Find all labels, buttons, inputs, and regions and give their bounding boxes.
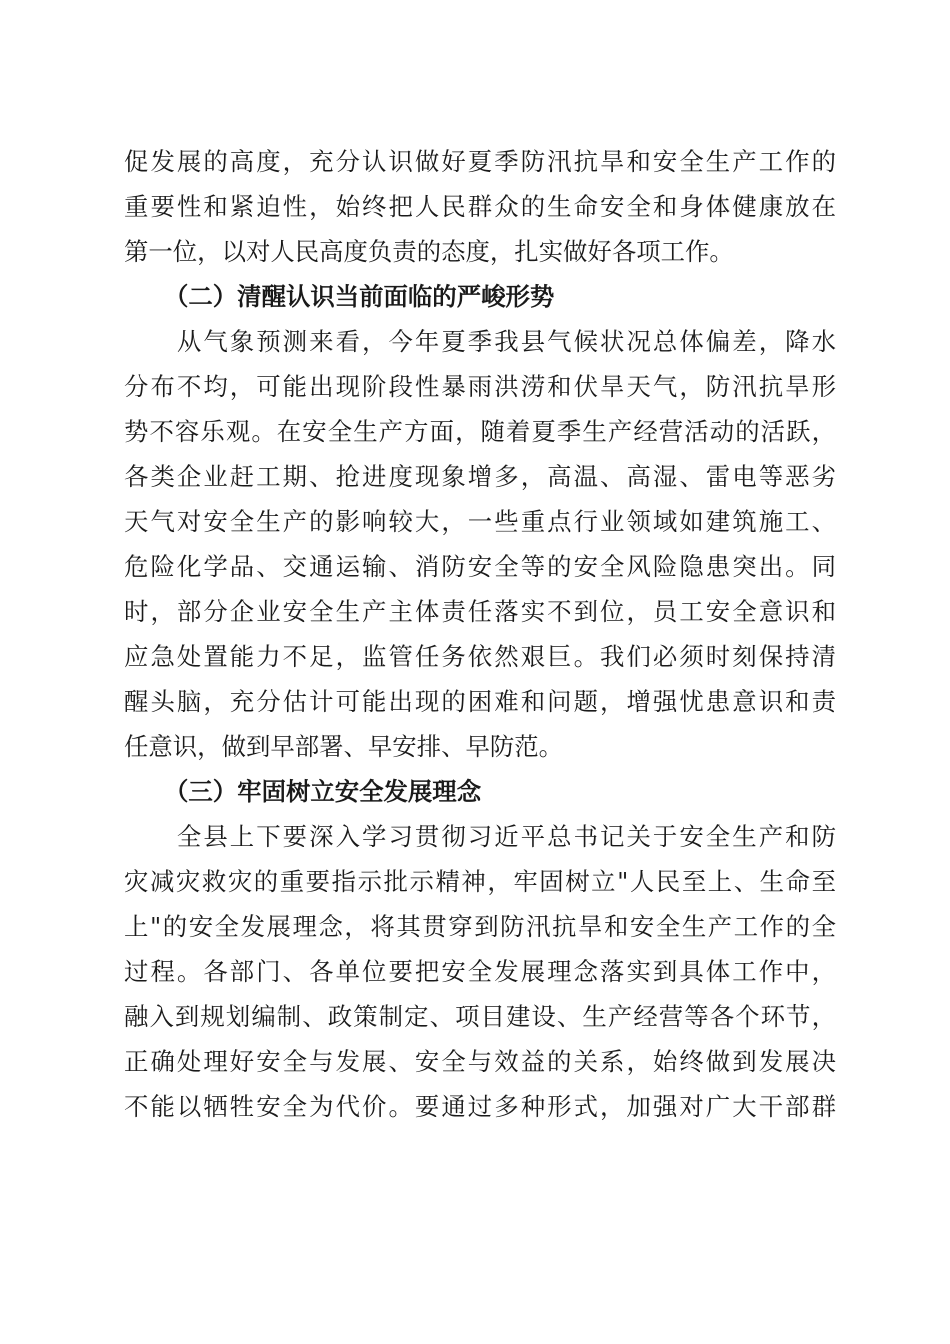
body-text-line: 促发展的高度，充分认识做好夏季防汛抗旱和安全生产工作的	[124, 147, 836, 176]
body-text-line: 任意识，做到早部署、早安排、早防范。	[124, 732, 564, 761]
body-text-line: 分布不均，可能出现阶段性暴雨洪涝和伏旱天气，防汛抗旱形	[124, 372, 836, 401]
body-text-line: 势不容乐观。在安全生产方面，随着夏季生产经营活动的活跃，	[124, 417, 836, 446]
body-text-line: 第一位，以对人民高度负责的态度，扎实做好各项工作。	[124, 237, 734, 266]
body-text-line: 过程。各部门、各单位要把安全发展理念落实到具体工作中，	[124, 957, 836, 986]
body-text-line: 应急处置能力不足，监管任务依然艰巨。我们必须时刻保持清	[124, 642, 836, 671]
body-text-line: 全县上下要深入学习贯彻习近平总书记关于安全生产和防	[124, 822, 836, 851]
body-text-line: 危险化学品、交通运输、消防安全等的安全风险隐患突出。同	[124, 552, 836, 581]
section-heading: （二）清醒认识当前面临的严峻形势	[164, 282, 555, 311]
body-text-line: 不能以牺牲安全为代价。要通过多种形式，加强对广大干部群	[124, 1092, 836, 1121]
body-text-line: 各类企业赶工期、抢进度现象增多，高温、高湿、雷电等恶劣	[124, 462, 836, 491]
section-heading: （三）牢固树立安全发展理念	[164, 777, 482, 806]
body-text-line: 时，部分企业安全生产主体责任落实不到位，员工安全意识和	[124, 597, 836, 626]
body-text-line: 从气象预测来看，今年夏季我县气候状况总体偏差，降水	[124, 327, 836, 356]
body-text-line: 重要性和紧迫性，始终把人民群众的生命安全和身体健康放在	[124, 192, 836, 221]
body-text-line: 融入到规划编制、政策制定、项目建设、生产经营等各个环节，	[124, 1002, 836, 1031]
body-text-line: 正确处理好安全与发展、安全与效益的关系，始终做到发展决	[124, 1047, 836, 1076]
body-text-line: 灾减灾救灾的重要指示批示精神，牢固树立"人民至上、生命至	[124, 867, 836, 896]
body-text-line: 醒头脑，充分估计可能出现的困难和问题，增强忧患意识和责	[124, 687, 836, 716]
body-text-line: 上"的安全发展理念，将其贯穿到防汛抗旱和安全生产工作的全	[124, 912, 836, 941]
body-text-line: 天气对安全生产的影响较大，一些重点行业领域如建筑施工、	[124, 507, 836, 536]
